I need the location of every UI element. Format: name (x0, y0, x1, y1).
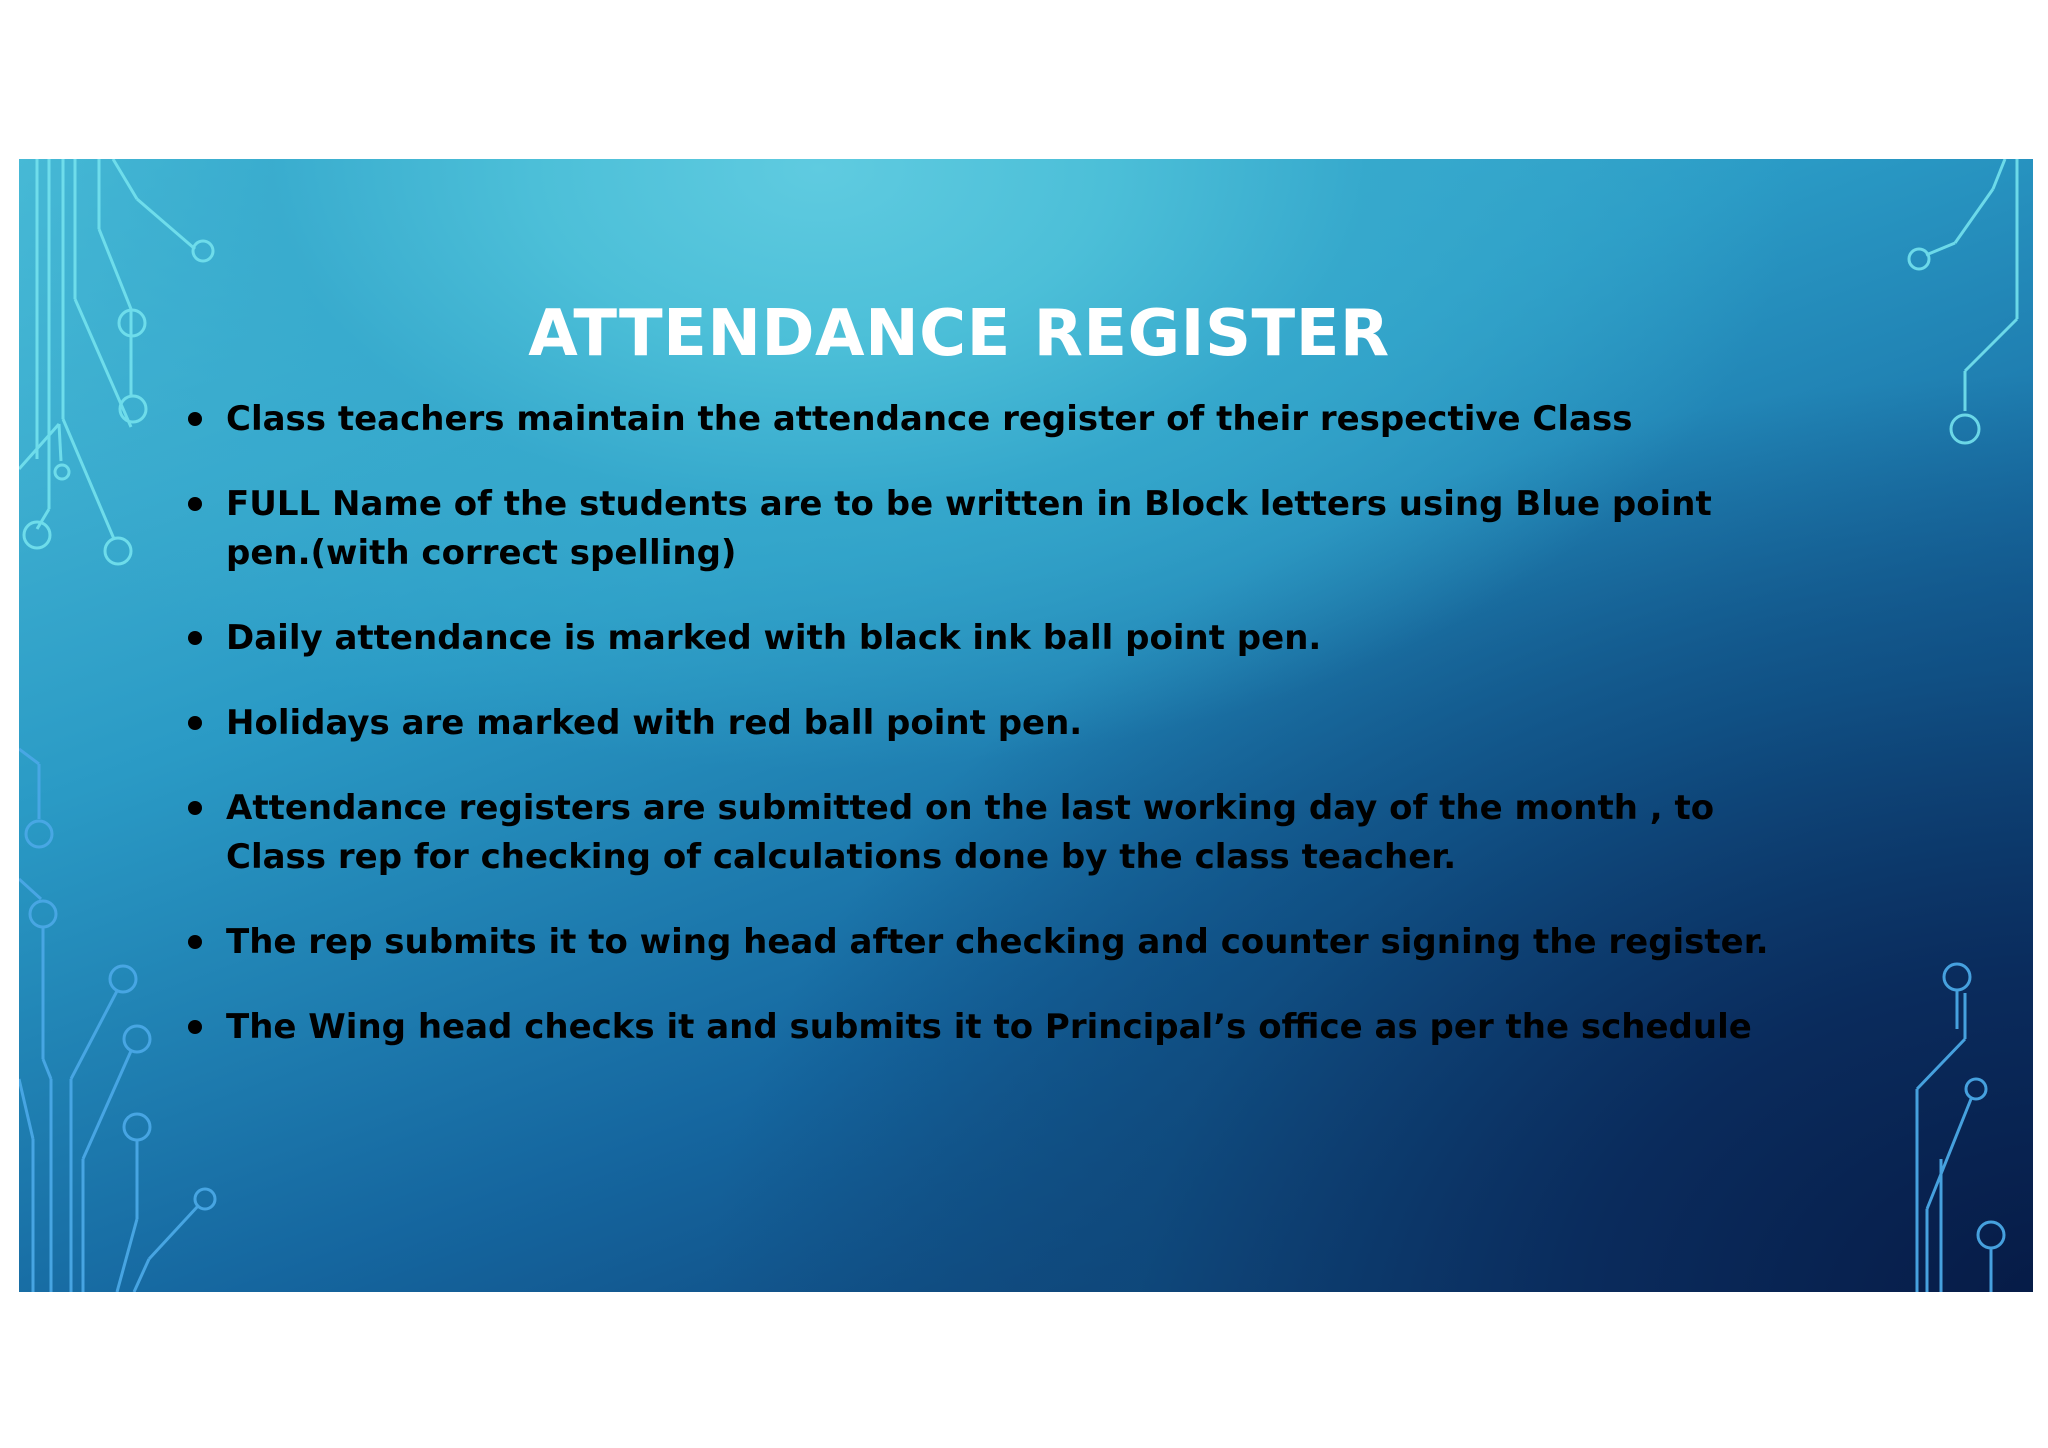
bullet-text: The rep submits it to wing head after checking and counter signing the register. (226, 922, 1769, 962)
bullet-icon (188, 412, 202, 426)
bullet-text: FULL Name of the students are to be written in Block letters using Blue point pen.(with correct spelling) (226, 484, 1712, 573)
bullet-icon (188, 497, 202, 511)
bullet-icon (188, 801, 202, 815)
bullet-icon (188, 716, 202, 730)
bullet-text: Attendance registers are submitted on the last working day of the month , to Class rep for checking of calculations done by the class teacher. (226, 788, 1715, 877)
slide-title: ATTENDANCE REGISTER (528, 297, 1390, 371)
bullet-text: Class teachers maintain the attendance register of their respective Class (226, 399, 1633, 439)
slide (19, 159, 2033, 1292)
list-item (182, 395, 1772, 444)
circuit-top-right (1909, 159, 2017, 443)
bullet-icon (188, 1020, 202, 1034)
bullet-icon (188, 935, 202, 949)
list-item (182, 784, 1772, 882)
bullet-list (182, 395, 1772, 1088)
list-item (182, 699, 1772, 748)
bullet-text: Holidays are marked with red ball point pen. (226, 703, 1083, 743)
list-item (182, 1003, 1772, 1052)
bullet-text: The Wing head checks it and submits it to Principal’s office as per the schedule (226, 1007, 1752, 1047)
list-item (182, 480, 1772, 578)
bullet-icon (188, 631, 202, 645)
circuit-bottom-right (1917, 964, 2004, 1292)
bullet-text: Daily attendance is marked with black ink ball point pen. (226, 618, 1322, 658)
list-item (182, 614, 1772, 663)
list-item (182, 918, 1772, 967)
